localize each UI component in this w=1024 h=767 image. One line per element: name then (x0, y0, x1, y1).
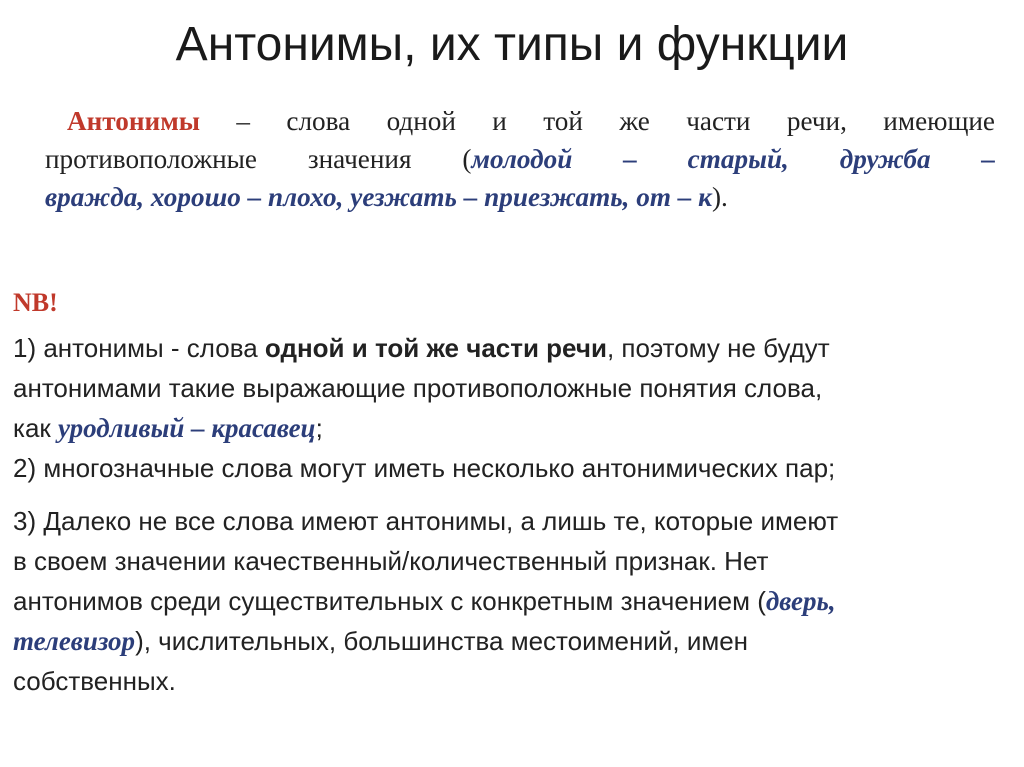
point-1-line-3-text: как (13, 413, 59, 443)
definition-paragraph (45, 102, 995, 216)
point-1-line-3-end: ; (315, 413, 323, 443)
point-1-line-3 (13, 408, 1013, 448)
examples-1: молодой – старый, дружба – (471, 144, 995, 174)
definition-line-1 (45, 102, 995, 140)
point-3-line-5: собственных. (13, 666, 176, 696)
point-1-bold: одной и той же части речи (264, 333, 607, 363)
definition-line-3 (45, 178, 995, 216)
point-3-line-3 (13, 581, 1013, 621)
point-3-line-4-text: ), числительных, большинства местоимений, имен (135, 626, 749, 656)
point-1-text: 1) антонимы - слова (13, 333, 265, 363)
term-antonyms: Антонимы (67, 106, 200, 136)
notes-list (13, 328, 1013, 701)
point-1-line-1 (13, 328, 1013, 368)
point-1-example: уродливый – красавец (58, 413, 316, 443)
point-3-line-1: 3) Далеко не все слова имеют антонимы, а лишь те, которые имеют (13, 506, 839, 536)
point-3-line-4 (13, 621, 1013, 661)
slide-title: Антонимы, их типы и функции (175, 18, 849, 71)
point-1-text-b: , поэтому не будут (606, 333, 830, 363)
examples-2: вражда, хорошо – плохо, уезжать – приезжать, от – к (45, 182, 712, 212)
point-1-line-2: антонимами такие выражающие противоположные понятия слова, (13, 373, 823, 403)
point-3-example-1: дверь, (765, 586, 836, 616)
point-3-line-2: в своем значении качественный/количественный признак. Нет (13, 546, 769, 576)
definition-text: – слова одной и той же части речи, имеющие (199, 106, 995, 136)
point-2: 2) многозначные слова могут иметь несколько антонимических пар; (13, 453, 836, 483)
definition-line-2 (45, 140, 995, 178)
definition-end: ). (711, 182, 728, 212)
spacer (13, 488, 1013, 501)
point-3-line-3-text: антонимов среди существительных с конкретным значением ( (13, 586, 766, 616)
definition-text-2: противоположные значения ( (45, 144, 472, 174)
nb-label: NB! (13, 288, 58, 317)
point-3-example-2: телевизор (13, 626, 136, 656)
